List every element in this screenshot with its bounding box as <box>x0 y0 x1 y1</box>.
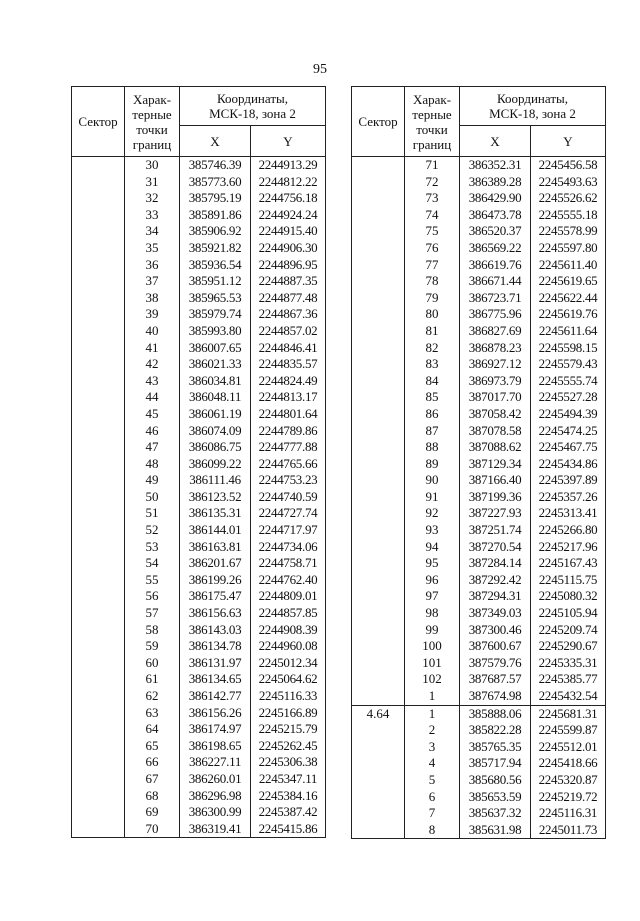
point-cell: 55 <box>125 572 180 589</box>
point-cell: 44 <box>125 389 180 406</box>
y-coordinate-cell: 2244753.23 <box>251 472 326 489</box>
y-coordinate-cell: 2245432.54 <box>531 688 606 705</box>
sector-cell: 4.64 <box>352 705 405 839</box>
points-header-line3: точки <box>136 121 168 137</box>
point-cell: 79 <box>405 290 460 307</box>
point-cell: 65 <box>125 738 180 755</box>
point-cell: 76 <box>405 240 460 257</box>
x-coordinate-cell: 387687.57 <box>460 671 531 688</box>
y-header: Y <box>251 126 326 157</box>
y-coordinate-cell: 2245080.32 <box>531 588 606 605</box>
point-cell: 57 <box>125 605 180 622</box>
x-coordinate-cell: 386156.63 <box>180 605 251 622</box>
y-coordinate-cell: 2244717.97 <box>251 522 326 539</box>
x-coordinate-cell: 386671.44 <box>460 273 531 290</box>
table-row <box>72 157 326 174</box>
y-coordinate-cell: 2245357.26 <box>531 489 606 506</box>
y-coordinate-cell: 2245116.33 <box>251 688 326 705</box>
point-cell: 64 <box>125 721 180 738</box>
point-cell: 3 <box>405 739 460 756</box>
y-coordinate-cell: 2244727.74 <box>251 505 326 522</box>
point-cell: 42 <box>125 356 180 373</box>
y-coordinate-cell: 2244924.24 <box>251 207 326 224</box>
sector-cell <box>72 157 125 838</box>
x-coordinate-cell: 386086.75 <box>180 439 251 456</box>
point-cell: 77 <box>405 257 460 274</box>
point-cell: 1 <box>405 688 460 705</box>
x-coordinate-cell: 385888.06 <box>460 705 531 722</box>
point-cell: 58 <box>125 622 180 639</box>
x-coordinate-cell: 387349.03 <box>460 605 531 622</box>
point-cell: 8 <box>405 822 460 839</box>
point-cell: 97 <box>405 588 460 605</box>
y-coordinate-cell: 2244777.88 <box>251 439 326 456</box>
sector-cell <box>352 157 405 706</box>
y-coordinate-cell: 2245512.01 <box>531 739 606 756</box>
coordinates-table-right <box>351 86 606 839</box>
point-cell: 31 <box>125 174 180 191</box>
x-coordinate-cell: 386134.65 <box>180 671 251 688</box>
points-header-line2: терные <box>412 106 452 122</box>
y-coordinate-cell: 2245167.43 <box>531 555 606 572</box>
x-coordinate-cell: 386473.78 <box>460 207 531 224</box>
x-coordinate-cell: 386134.78 <box>180 638 251 655</box>
y-coordinate-cell: 2245555.18 <box>531 207 606 224</box>
x-coordinate-cell: 386174.97 <box>180 721 251 738</box>
point-cell: 90 <box>405 472 460 489</box>
point-cell: 50 <box>125 489 180 506</box>
y-coordinate-cell: 2245527.28 <box>531 389 606 406</box>
point-cell: 63 <box>125 705 180 722</box>
table-body-right <box>352 157 606 839</box>
point-cell: 38 <box>125 290 180 307</box>
x-coordinate-cell: 387284.14 <box>460 555 531 572</box>
point-cell: 4 <box>405 755 460 772</box>
point-cell: 98 <box>405 605 460 622</box>
x-coordinate-cell: 386198.65 <box>180 738 251 755</box>
x-coordinate-cell: 386389.28 <box>460 174 531 191</box>
x-coordinate-cell: 387058.42 <box>460 406 531 423</box>
coords-header-line1: Координаты, <box>497 91 568 106</box>
x-coordinate-cell: 386520.37 <box>460 223 531 240</box>
x-coordinate-cell: 385965.53 <box>180 290 251 307</box>
y-coordinate-cell: 2244835.57 <box>251 356 326 373</box>
x-coordinate-cell: 385637.32 <box>460 805 531 822</box>
coordinates-table-left <box>71 86 326 838</box>
point-cell: 93 <box>405 522 460 539</box>
points-header-line4: границ <box>132 136 172 152</box>
y-coordinate-cell: 2244756.18 <box>251 190 326 207</box>
x-coordinate-cell: 386156.26 <box>180 705 251 722</box>
y-coordinate-cell: 2245387.42 <box>251 804 326 821</box>
point-cell: 72 <box>405 174 460 191</box>
point-cell: 66 <box>125 754 180 771</box>
x-coordinate-cell: 386352.31 <box>460 157 531 174</box>
point-cell: 92 <box>405 505 460 522</box>
x-coordinate-cell: 386927.12 <box>460 356 531 373</box>
y-coordinate-cell: 2245494.39 <box>531 406 606 423</box>
point-cell: 82 <box>405 340 460 357</box>
y-header: Y <box>531 126 606 157</box>
y-coordinate-cell: 2245397.89 <box>531 472 606 489</box>
point-cell: 1 <box>405 705 460 722</box>
y-coordinate-cell: 2245456.58 <box>531 157 606 174</box>
y-coordinate-cell: 2245599.87 <box>531 722 606 739</box>
point-cell: 54 <box>125 555 180 572</box>
point-cell: 84 <box>405 373 460 390</box>
point-cell: 89 <box>405 456 460 473</box>
point-cell: 53 <box>125 539 180 556</box>
x-coordinate-cell: 386007.65 <box>180 340 251 357</box>
y-coordinate-cell: 2245011.73 <box>531 822 606 839</box>
points-header <box>125 87 180 157</box>
y-coordinate-cell: 2244896.95 <box>251 257 326 274</box>
y-coordinate-cell: 2245474.25 <box>531 423 606 440</box>
x-coordinate-cell: 387600.67 <box>460 638 531 655</box>
sector-header: Сектор <box>352 87 405 157</box>
x-coordinate-cell: 386099.22 <box>180 456 251 473</box>
points-header-line4: границ <box>412 136 452 152</box>
y-coordinate-cell: 2245166.89 <box>251 705 326 722</box>
point-cell: 78 <box>405 273 460 290</box>
point-cell: 73 <box>405 190 460 207</box>
points-header-line1: Харак- <box>412 91 452 107</box>
x-coordinate-cell: 386827.69 <box>460 323 531 340</box>
y-coordinate-cell: 2245290.67 <box>531 638 606 655</box>
coords-header-line1: Координаты, <box>217 91 288 106</box>
x-coordinate-cell: 386163.81 <box>180 539 251 556</box>
x-coordinate-cell: 385765.35 <box>460 739 531 756</box>
x-coordinate-cell: 386296.98 <box>180 788 251 805</box>
x-coordinate-cell: 385680.56 <box>460 772 531 789</box>
x-coordinate-cell: 385746.39 <box>180 157 251 174</box>
point-cell: 94 <box>405 539 460 556</box>
point-cell: 85 <box>405 389 460 406</box>
x-header: X <box>460 126 531 157</box>
y-coordinate-cell: 2245347.11 <box>251 771 326 788</box>
table-row <box>352 705 606 722</box>
y-coordinate-cell: 2245611.40 <box>531 257 606 274</box>
x-coordinate-cell: 386878.23 <box>460 340 531 357</box>
x-coordinate-cell: 386131.97 <box>180 655 251 672</box>
point-cell: 96 <box>405 572 460 589</box>
y-coordinate-cell: 2244857.02 <box>251 323 326 340</box>
y-coordinate-cell: 2244906.30 <box>251 240 326 257</box>
point-cell: 33 <box>125 207 180 224</box>
y-coordinate-cell: 2244740.59 <box>251 489 326 506</box>
x-coordinate-cell: 387674.98 <box>460 688 531 705</box>
y-coordinate-cell: 2245215.79 <box>251 721 326 738</box>
x-coordinate-cell: 386775.96 <box>460 306 531 323</box>
point-cell: 59 <box>125 638 180 655</box>
point-cell: 74 <box>405 207 460 224</box>
x-coordinate-cell: 386201.67 <box>180 555 251 572</box>
y-coordinate-cell: 2245681.31 <box>531 705 606 722</box>
y-coordinate-cell: 2244887.35 <box>251 273 326 290</box>
y-coordinate-cell: 2245115.75 <box>531 572 606 589</box>
x-coordinate-cell: 387017.70 <box>460 389 531 406</box>
point-cell: 95 <box>405 555 460 572</box>
y-coordinate-cell: 2245219.72 <box>531 789 606 806</box>
point-cell: 87 <box>405 423 460 440</box>
point-cell: 88 <box>405 439 460 456</box>
x-coordinate-cell: 387300.46 <box>460 622 531 639</box>
x-coordinate-cell: 386142.77 <box>180 688 251 705</box>
x-coordinate-cell: 386143.03 <box>180 622 251 639</box>
point-cell: 83 <box>405 356 460 373</box>
x-coordinate-cell: 386319.41 <box>180 821 251 838</box>
y-coordinate-cell: 2245385.77 <box>531 671 606 688</box>
x-coordinate-cell: 386175.47 <box>180 588 251 605</box>
x-coordinate-cell: 385979.74 <box>180 306 251 323</box>
point-cell: 80 <box>405 306 460 323</box>
y-coordinate-cell: 2245597.80 <box>531 240 606 257</box>
point-cell: 32 <box>125 190 180 207</box>
x-coordinate-cell: 385906.92 <box>180 223 251 240</box>
x-coordinate-cell: 386973.79 <box>460 373 531 390</box>
y-coordinate-cell: 2245555.74 <box>531 373 606 390</box>
x-coordinate-cell: 385653.59 <box>460 789 531 806</box>
x-coordinate-cell: 387579.76 <box>460 655 531 672</box>
y-coordinate-cell: 2244913.29 <box>251 157 326 174</box>
y-coordinate-cell: 2244758.71 <box>251 555 326 572</box>
y-coordinate-cell: 2244801.64 <box>251 406 326 423</box>
y-coordinate-cell: 2244812.22 <box>251 174 326 191</box>
y-coordinate-cell: 2245320.87 <box>531 772 606 789</box>
table-body-left <box>72 157 326 838</box>
y-coordinate-cell: 2245415.86 <box>251 821 326 838</box>
point-cell: 100 <box>405 638 460 655</box>
point-cell: 35 <box>125 240 180 257</box>
x-coordinate-cell: 386135.31 <box>180 505 251 522</box>
y-coordinate-cell: 2245217.96 <box>531 539 606 556</box>
points-header-line2: терные <box>132 106 172 122</box>
point-cell: 102 <box>405 671 460 688</box>
y-coordinate-cell: 2244908.39 <box>251 622 326 639</box>
x-coordinate-cell: 387251.74 <box>460 522 531 539</box>
point-cell: 60 <box>125 655 180 672</box>
x-coordinate-cell: 386021.33 <box>180 356 251 373</box>
points-header-line3: точки <box>416 121 448 137</box>
x-coordinate-cell: 386260.01 <box>180 771 251 788</box>
x-coordinate-cell: 386199.26 <box>180 572 251 589</box>
x-coordinate-cell: 387292.42 <box>460 572 531 589</box>
point-cell: 45 <box>125 406 180 423</box>
x-coordinate-cell: 386300.99 <box>180 804 251 821</box>
y-coordinate-cell: 2245209.74 <box>531 622 606 639</box>
y-coordinate-cell: 2245116.31 <box>531 805 606 822</box>
y-coordinate-cell: 2244857.85 <box>251 605 326 622</box>
x-coordinate-cell: 386429.90 <box>460 190 531 207</box>
x-coordinate-cell: 386227.11 <box>180 754 251 771</box>
coords-header <box>460 87 606 126</box>
y-coordinate-cell: 2244813.17 <box>251 389 326 406</box>
y-coordinate-cell: 2245105.94 <box>531 605 606 622</box>
point-cell: 36 <box>125 257 180 274</box>
x-coordinate-cell: 387088.62 <box>460 439 531 456</box>
x-coordinate-cell: 385631.98 <box>460 822 531 839</box>
x-coordinate-cell: 387078.58 <box>460 423 531 440</box>
point-cell: 67 <box>125 771 180 788</box>
point-cell: 30 <box>125 157 180 174</box>
table-row <box>352 157 606 174</box>
y-coordinate-cell: 2245619.65 <box>531 273 606 290</box>
x-coordinate-cell: 387166.40 <box>460 472 531 489</box>
y-coordinate-cell: 2244809.01 <box>251 588 326 605</box>
x-coordinate-cell: 387270.54 <box>460 539 531 556</box>
y-coordinate-cell: 2245262.45 <box>251 738 326 755</box>
page-number: 95 <box>313 62 327 77</box>
x-coordinate-cell: 386723.71 <box>460 290 531 307</box>
point-cell: 51 <box>125 505 180 522</box>
y-coordinate-cell: 2244960.08 <box>251 638 326 655</box>
point-cell: 70 <box>125 821 180 838</box>
coords-header-line2: МСК-18, зона 2 <box>489 106 576 121</box>
x-coordinate-cell: 386569.22 <box>460 240 531 257</box>
y-coordinate-cell: 2245064.62 <box>251 671 326 688</box>
y-coordinate-cell: 2244762.40 <box>251 572 326 589</box>
point-cell: 34 <box>125 223 180 240</box>
x-coordinate-cell: 387227.93 <box>460 505 531 522</box>
x-coordinate-cell: 385773.60 <box>180 174 251 191</box>
point-cell: 56 <box>125 588 180 605</box>
x-coordinate-cell: 386074.09 <box>180 423 251 440</box>
y-coordinate-cell: 2244877.48 <box>251 290 326 307</box>
y-coordinate-cell: 2245266.80 <box>531 522 606 539</box>
x-coordinate-cell: 387129.34 <box>460 456 531 473</box>
points-header <box>405 87 460 157</box>
y-coordinate-cell: 2245306.38 <box>251 754 326 771</box>
point-cell: 39 <box>125 306 180 323</box>
y-coordinate-cell: 2245526.62 <box>531 190 606 207</box>
y-coordinate-cell: 2245012.34 <box>251 655 326 672</box>
coords-header <box>180 87 326 126</box>
point-cell: 48 <box>125 456 180 473</box>
point-cell: 7 <box>405 805 460 822</box>
point-cell: 61 <box>125 671 180 688</box>
y-coordinate-cell: 2245611.64 <box>531 323 606 340</box>
y-coordinate-cell: 2244824.49 <box>251 373 326 390</box>
y-coordinate-cell: 2245434.86 <box>531 456 606 473</box>
x-coordinate-cell: 386061.19 <box>180 406 251 423</box>
y-coordinate-cell: 2244846.41 <box>251 340 326 357</box>
point-cell: 47 <box>125 439 180 456</box>
y-coordinate-cell: 2245579.43 <box>531 356 606 373</box>
point-cell: 2 <box>405 722 460 739</box>
x-coordinate-cell: 386144.01 <box>180 522 251 539</box>
point-cell: 43 <box>125 373 180 390</box>
y-coordinate-cell: 2244915.40 <box>251 223 326 240</box>
y-coordinate-cell: 2244765.66 <box>251 456 326 473</box>
sector-header: Сектор <box>72 87 125 157</box>
y-coordinate-cell: 2245493.63 <box>531 174 606 191</box>
point-cell: 101 <box>405 655 460 672</box>
x-coordinate-cell: 385795.19 <box>180 190 251 207</box>
y-coordinate-cell: 2245467.75 <box>531 439 606 456</box>
y-coordinate-cell: 2245313.41 <box>531 505 606 522</box>
y-coordinate-cell: 2245598.15 <box>531 340 606 357</box>
y-coordinate-cell: 2245335.31 <box>531 655 606 672</box>
point-cell: 71 <box>405 157 460 174</box>
point-cell: 37 <box>125 273 180 290</box>
x-coordinate-cell: 385717.94 <box>460 755 531 772</box>
y-coordinate-cell: 2244734.06 <box>251 539 326 556</box>
points-header-line1: Харак- <box>132 91 172 107</box>
x-coordinate-cell: 387199.36 <box>460 489 531 506</box>
x-coordinate-cell: 386048.11 <box>180 389 251 406</box>
x-coordinate-cell: 387294.31 <box>460 588 531 605</box>
point-cell: 49 <box>125 472 180 489</box>
x-coordinate-cell: 385822.28 <box>460 722 531 739</box>
point-cell: 5 <box>405 772 460 789</box>
x-coordinate-cell: 385891.86 <box>180 207 251 224</box>
point-cell: 99 <box>405 622 460 639</box>
x-header: X <box>180 126 251 157</box>
y-coordinate-cell: 2245578.99 <box>531 223 606 240</box>
point-cell: 46 <box>125 423 180 440</box>
point-cell: 68 <box>125 788 180 805</box>
point-cell: 40 <box>125 323 180 340</box>
point-cell: 69 <box>125 804 180 821</box>
y-coordinate-cell: 2245418.66 <box>531 755 606 772</box>
coords-header-line2: МСК-18, зона 2 <box>209 106 296 121</box>
x-coordinate-cell: 386034.81 <box>180 373 251 390</box>
x-coordinate-cell: 386111.46 <box>180 472 251 489</box>
x-coordinate-cell: 385936.54 <box>180 257 251 274</box>
x-coordinate-cell: 386619.76 <box>460 257 531 274</box>
point-cell: 81 <box>405 323 460 340</box>
point-cell: 91 <box>405 489 460 506</box>
x-coordinate-cell: 385921.82 <box>180 240 251 257</box>
y-coordinate-cell: 2245619.76 <box>531 306 606 323</box>
point-cell: 62 <box>125 688 180 705</box>
x-coordinate-cell: 385993.80 <box>180 323 251 340</box>
y-coordinate-cell: 2245384.16 <box>251 788 326 805</box>
y-coordinate-cell: 2244789.86 <box>251 423 326 440</box>
point-cell: 41 <box>125 340 180 357</box>
point-cell: 75 <box>405 223 460 240</box>
x-coordinate-cell: 386123.52 <box>180 489 251 506</box>
x-coordinate-cell: 385951.12 <box>180 273 251 290</box>
point-cell: 52 <box>125 522 180 539</box>
y-coordinate-cell: 2245622.44 <box>531 290 606 307</box>
point-cell: 86 <box>405 406 460 423</box>
y-coordinate-cell: 2244867.36 <box>251 306 326 323</box>
point-cell: 6 <box>405 789 460 806</box>
